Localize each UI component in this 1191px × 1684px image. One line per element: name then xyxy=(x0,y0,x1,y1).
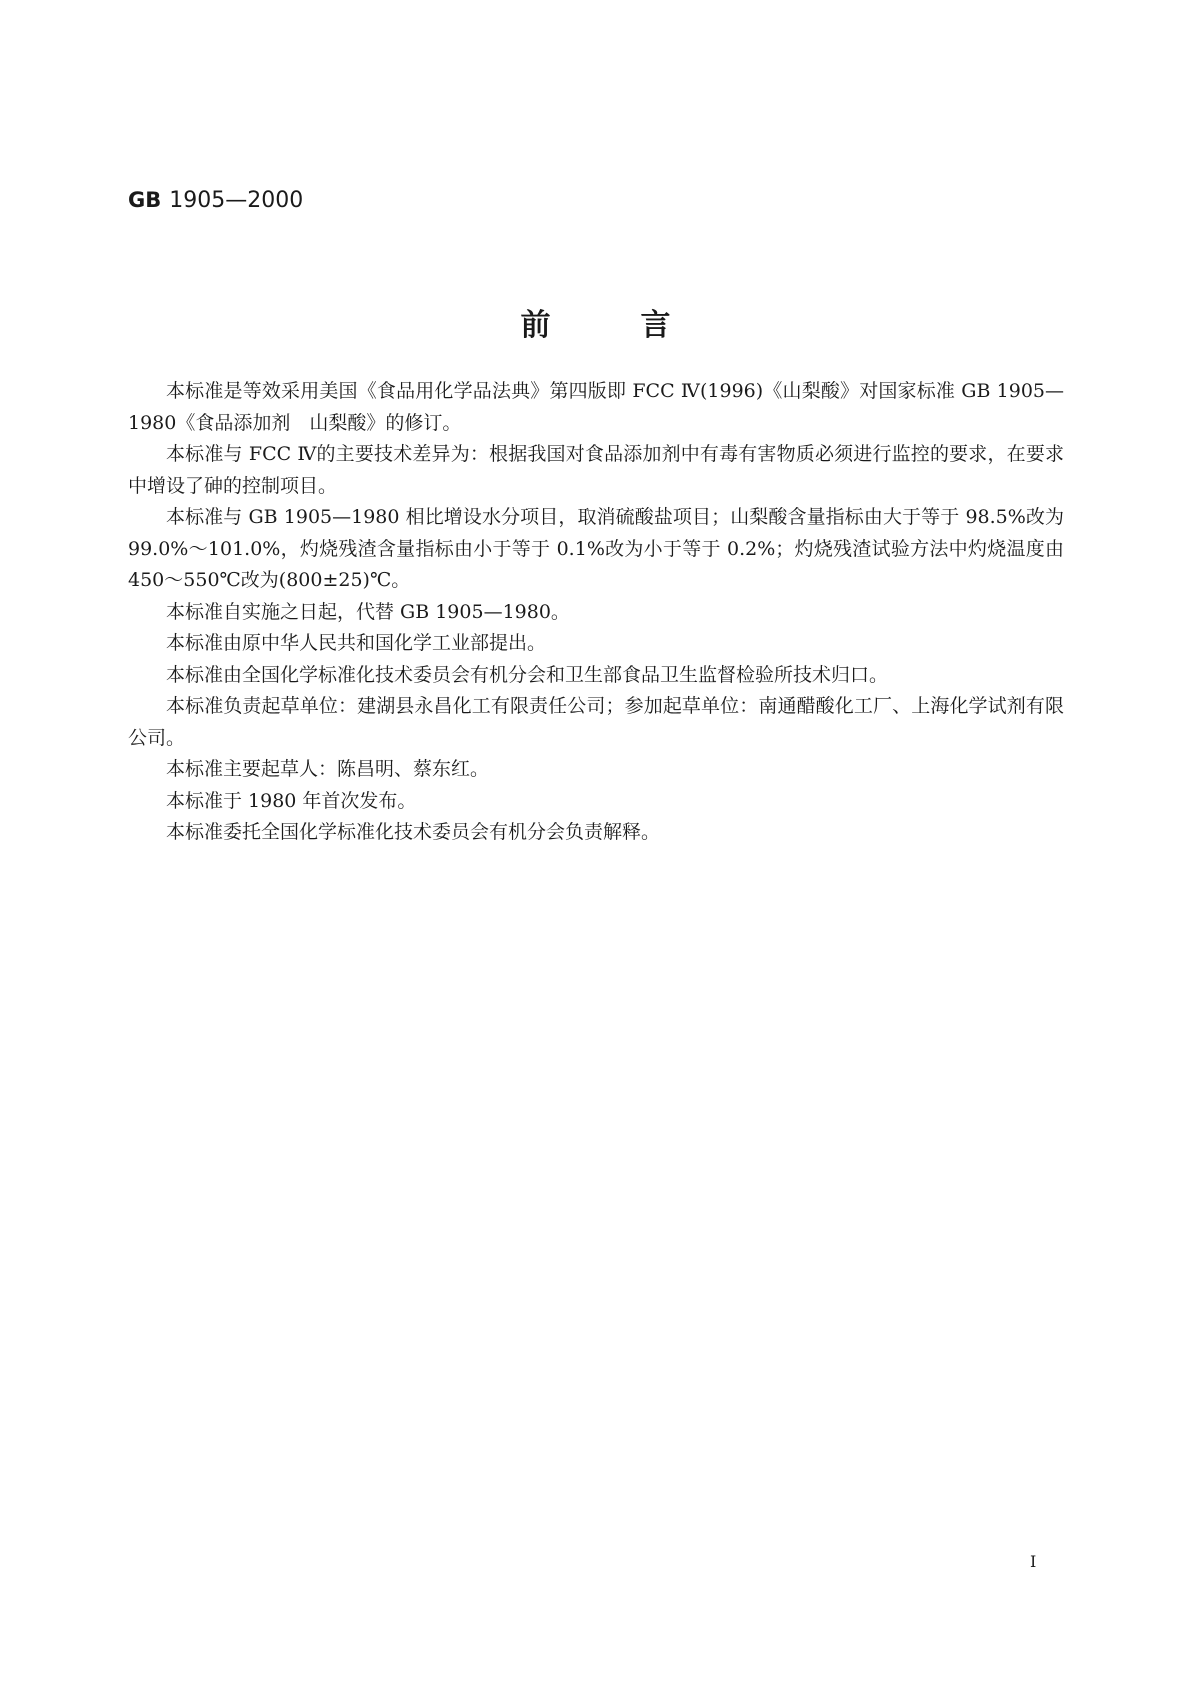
standard-number: 1905—2000 xyxy=(169,188,304,213)
paragraph: 本标准主要起草人：陈昌明、蔡东红。 xyxy=(166,758,490,780)
standard-code xyxy=(128,186,303,215)
paragraph: 本标准委托全国化学标准化技术委员会有机分会负责解释。 xyxy=(166,821,661,843)
paragraph: 本标准由全国化学标准化技术委员会有机分会和卫生部食品卫生监督检验所技术归口。 xyxy=(166,663,889,686)
paragraph: 本标准是等效采用美国《食品用化学品法典》第四版即 FCC Ⅳ(1996)《山梨酸》对国家标准 GB 1905—1980《食品添加剂 山梨酸》的修订。 xyxy=(128,380,1064,434)
page-number: Ⅰ xyxy=(1030,1552,1037,1571)
foreword-body xyxy=(128,376,1064,849)
paragraph: 本标准于 1980 年首次发布。 xyxy=(166,789,417,812)
paragraph: 本标准由原中华人民共和国化学工业部提出。 xyxy=(166,632,547,654)
standard-prefix: GB xyxy=(128,188,162,212)
paragraph: 本标准与 GB 1905—1980 相比增设水分项目，取消硫酸盐项目；山梨酸含量指标由大于等于 98.5%改为 99.0%～101.0%，灼烧残渣含量指标由小于等于 0.1%改为小于等于 0.2%；灼烧残渣试验方法中灼烧温度由 450～550℃改为(800±25)℃。 xyxy=(128,506,1064,591)
paragraph: 本标准与 FCC Ⅳ的主要技术差异为：根据我国对食品添加剂中有毒有害物质必须进行监控的要求，在要求中增设了砷的控制项目。 xyxy=(128,443,1064,497)
paragraph: 本标准负责起草单位：建湖县永昌化工有限责任公司；参加起草单位：南通醋酸化工厂、上海化学试剂有限公司。 xyxy=(128,695,1064,749)
paragraph: 本标准自实施之日起，代替 GB 1905—1980。 xyxy=(166,600,570,623)
page-title: 前言 xyxy=(520,308,761,343)
